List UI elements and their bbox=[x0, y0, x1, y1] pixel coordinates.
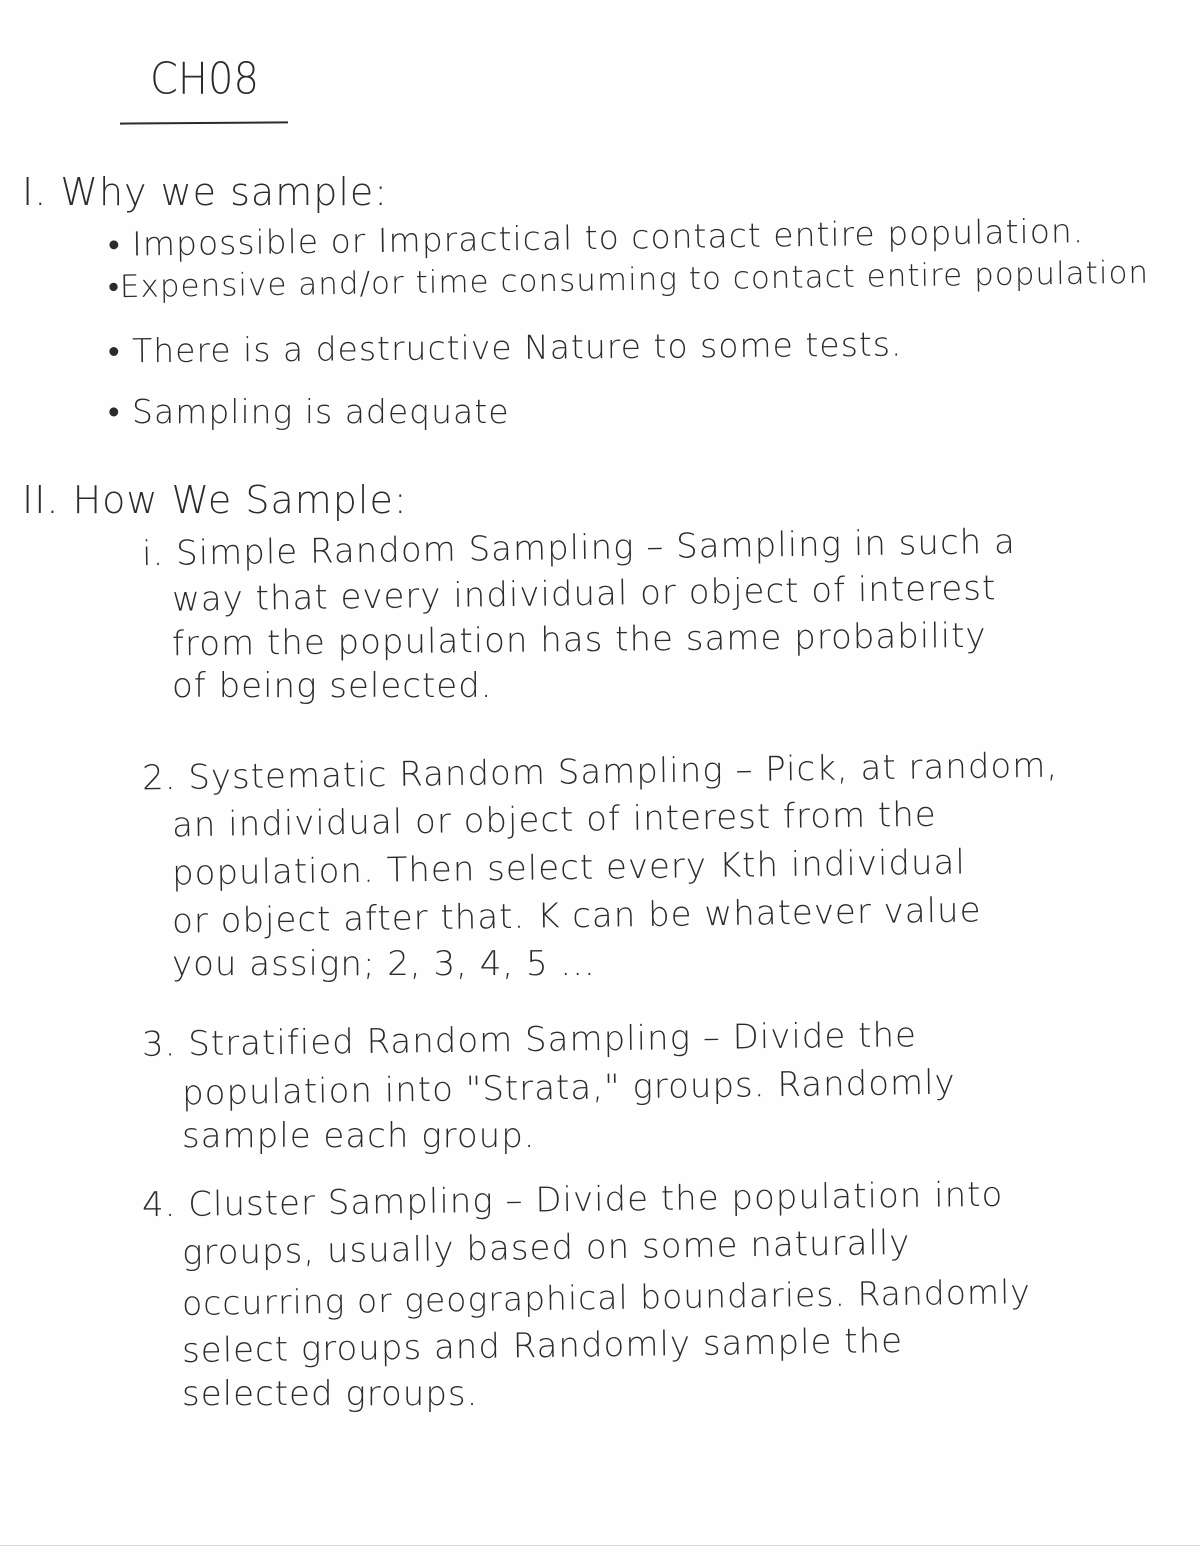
list-item-line: occurring or geographical boundaries. Randomly bbox=[181, 1272, 1031, 1323]
bullet-item: • Impossible or Impractical to contact entire population. bbox=[107, 211, 1085, 264]
list-item-line: sample each group. bbox=[182, 1116, 536, 1156]
page-title: CH08 bbox=[150, 53, 259, 105]
list-item-line: select groups and Randomly sample the bbox=[181, 1320, 904, 1372]
list-item-line: population into "Strata," groups. Randomly bbox=[181, 1062, 956, 1114]
section-heading-how: II. How We Sample: bbox=[22, 478, 408, 522]
page-bottom-edge bbox=[0, 1545, 1200, 1546]
list-item-line: or object after that. K can be whatever value bbox=[171, 890, 982, 942]
list-item-line: from the population has the same probability bbox=[171, 615, 987, 665]
list-item-line: you assign; 2, 3, 4, 5 ... bbox=[172, 944, 596, 984]
list-item-line: groups, usually based on some naturally bbox=[181, 1222, 911, 1274]
bullet-item: • Sampling is adequate bbox=[108, 392, 510, 431]
list-item-line: i. Simple Random Sampling – Sampling in such a bbox=[141, 521, 1017, 575]
list-item-line: an individual or object of interest from the bbox=[171, 794, 937, 846]
bullet-item: •Expensive and/or time consuming to contact entire population bbox=[107, 254, 1150, 306]
title-underline bbox=[120, 121, 288, 124]
list-item-line: selected groups. bbox=[182, 1374, 479, 1414]
list-item-line: 4. Cluster Sampling – Divide the population into bbox=[141, 1174, 1004, 1226]
list-item-line: 3. Stratified Random Sampling – Divide the bbox=[141, 1015, 918, 1065]
list-item-line: 2. Systematic Random Sampling – Pick, at random, bbox=[141, 745, 1059, 799]
list-item-line: of being selected. bbox=[172, 666, 493, 706]
list-item-line: way that every individual or object of interest bbox=[171, 568, 997, 620]
list-item-line: population. Then select every Kth individual bbox=[171, 842, 967, 894]
section-heading-why: I. Why we sample: bbox=[22, 170, 389, 214]
bullet-item: • There is a destructive Nature to some tests. bbox=[107, 324, 903, 371]
